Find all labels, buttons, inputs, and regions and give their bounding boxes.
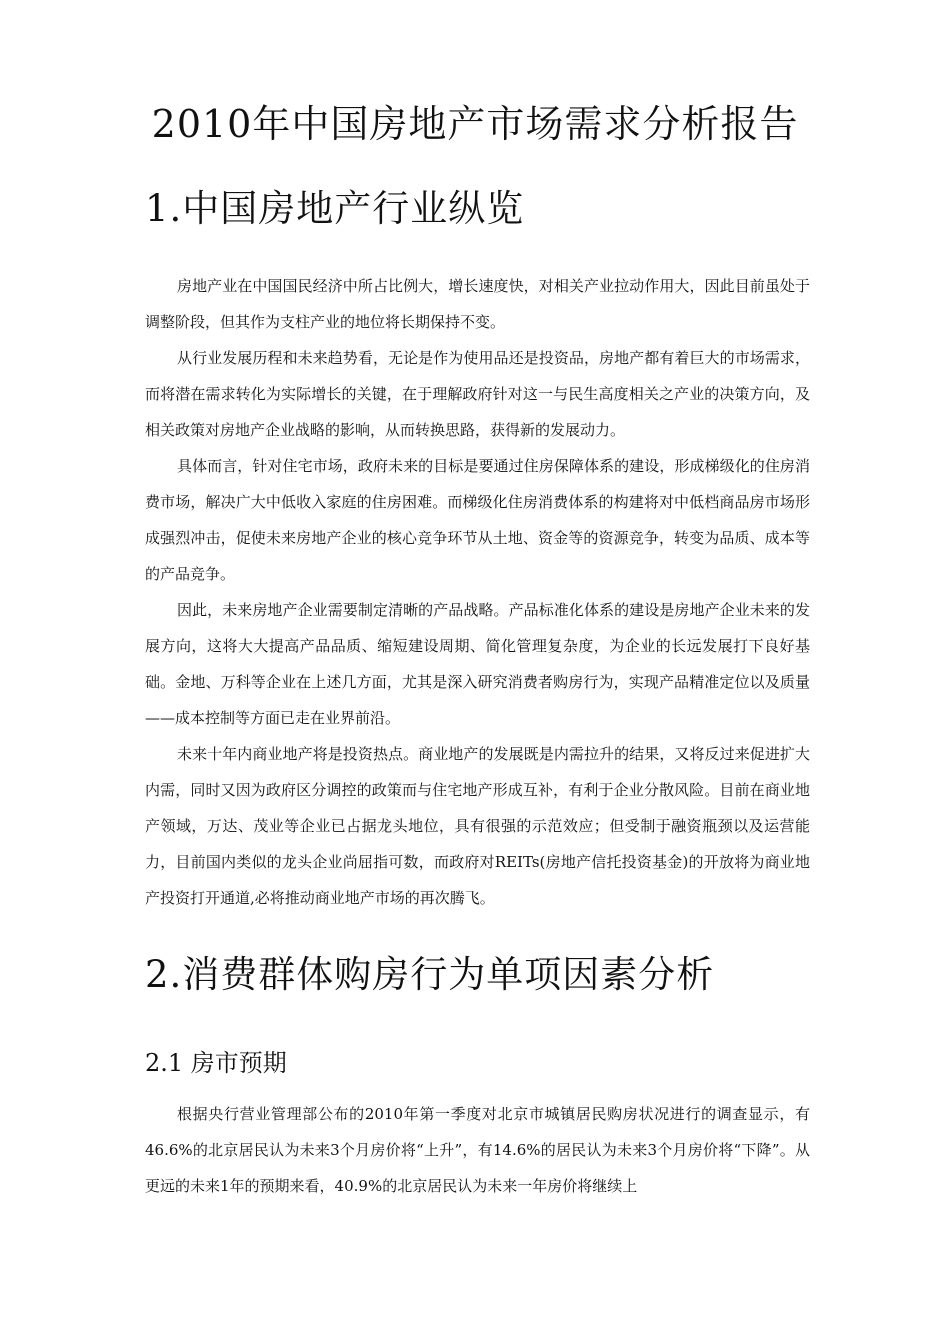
section-1-paragraph-3: 具体而言，针对住宅市场，政府未来的目标是要通过住房保障体系的建设，形成梯级化的住房消费市场，解决广大中低收入家庭的住房困难。而梯级化住房消费体系的构建将对中低档商品房市场形成强烈冲击，促使未来房地产企业的核心竞争环节从土地、资金等的资源竞争，转变为品质、成本等的产品竞争。 [145,457,810,583]
section-1-paragraph-4: 因此，未来房地产企业需要制定清晰的产品战略。产品标准化体系的建设是房地产企业未来的发展方向，这将大大提高产品品质、缩短建设周期、简化管理复杂度，为企业的长远发展打下良好基础。金地、万科等企业在上述几方面，尤其是深入研究消费者购房行为，实现产品精准定位以及质量——成本控制等方面已走在业界前沿。 [145,601,810,727]
document-title: 2010年中国房地产市场需求分析报告 [151,102,799,146]
section-2-heading: 2.消费群体购房行为单项因素分析 [145,953,715,996]
subsection-2-1-paragraph-1: 根据央行营业管理部公布的2010年第一季度对北京市城镇居民购房状况进行的调查显示，有46.6%的北京居民认为未来3个月房价将“上升”，有14.6%的居民认为未来3个月房价将“下降”。从更远的未来1年的预期来看，40.9%的北京居民认为未来一年房价将继续上 [145,1105,810,1195]
section-1-paragraph-1: 房地产业在中国国民经济中所占比例大，增长速度快，对相关产业拉动作用大，因此目前虽处于调整阶段，但其作为支柱产业的地位将长期保持不变。 [145,277,810,331]
section-1-paragraph-5: 未来十年内商业地产将是投资热点。商业地产的发展既是内需拉升的结果，又将反过来促进扩大内需，同时又因为政府区分调控的政策而与住宅地产形成互补，有利于企业分散风险。目前在商业地产领域，万达、茂业等企业已占据龙头地位，具有很强的示范效应；但受制于融资瓶颈以及运营能力，目前国内类似的龙头企业尚屈指可数，而政府对REITs(房地产信托投资基金)的开放将为商业地产投资打开通道,必将推动商业地产市场的再次腾飞。 [145,745,810,907]
subsection-2-1-heading: 2.1 房市预期 [145,1049,287,1077]
section-1-heading: 1.中国房地产行业纵览 [145,187,525,230]
section-1-paragraph-2: 从行业发展历程和未来趋势看，无论是作为使用品还是投资品，房地产都有着巨大的市场需求，而将潜在需求转化为实际增长的关键，在于理解政府针对这一与民生高度相关之产业的决策方向，及相关政策对房地产企业战略的影响，从而转换思路，获得新的发展动力。 [145,349,810,439]
